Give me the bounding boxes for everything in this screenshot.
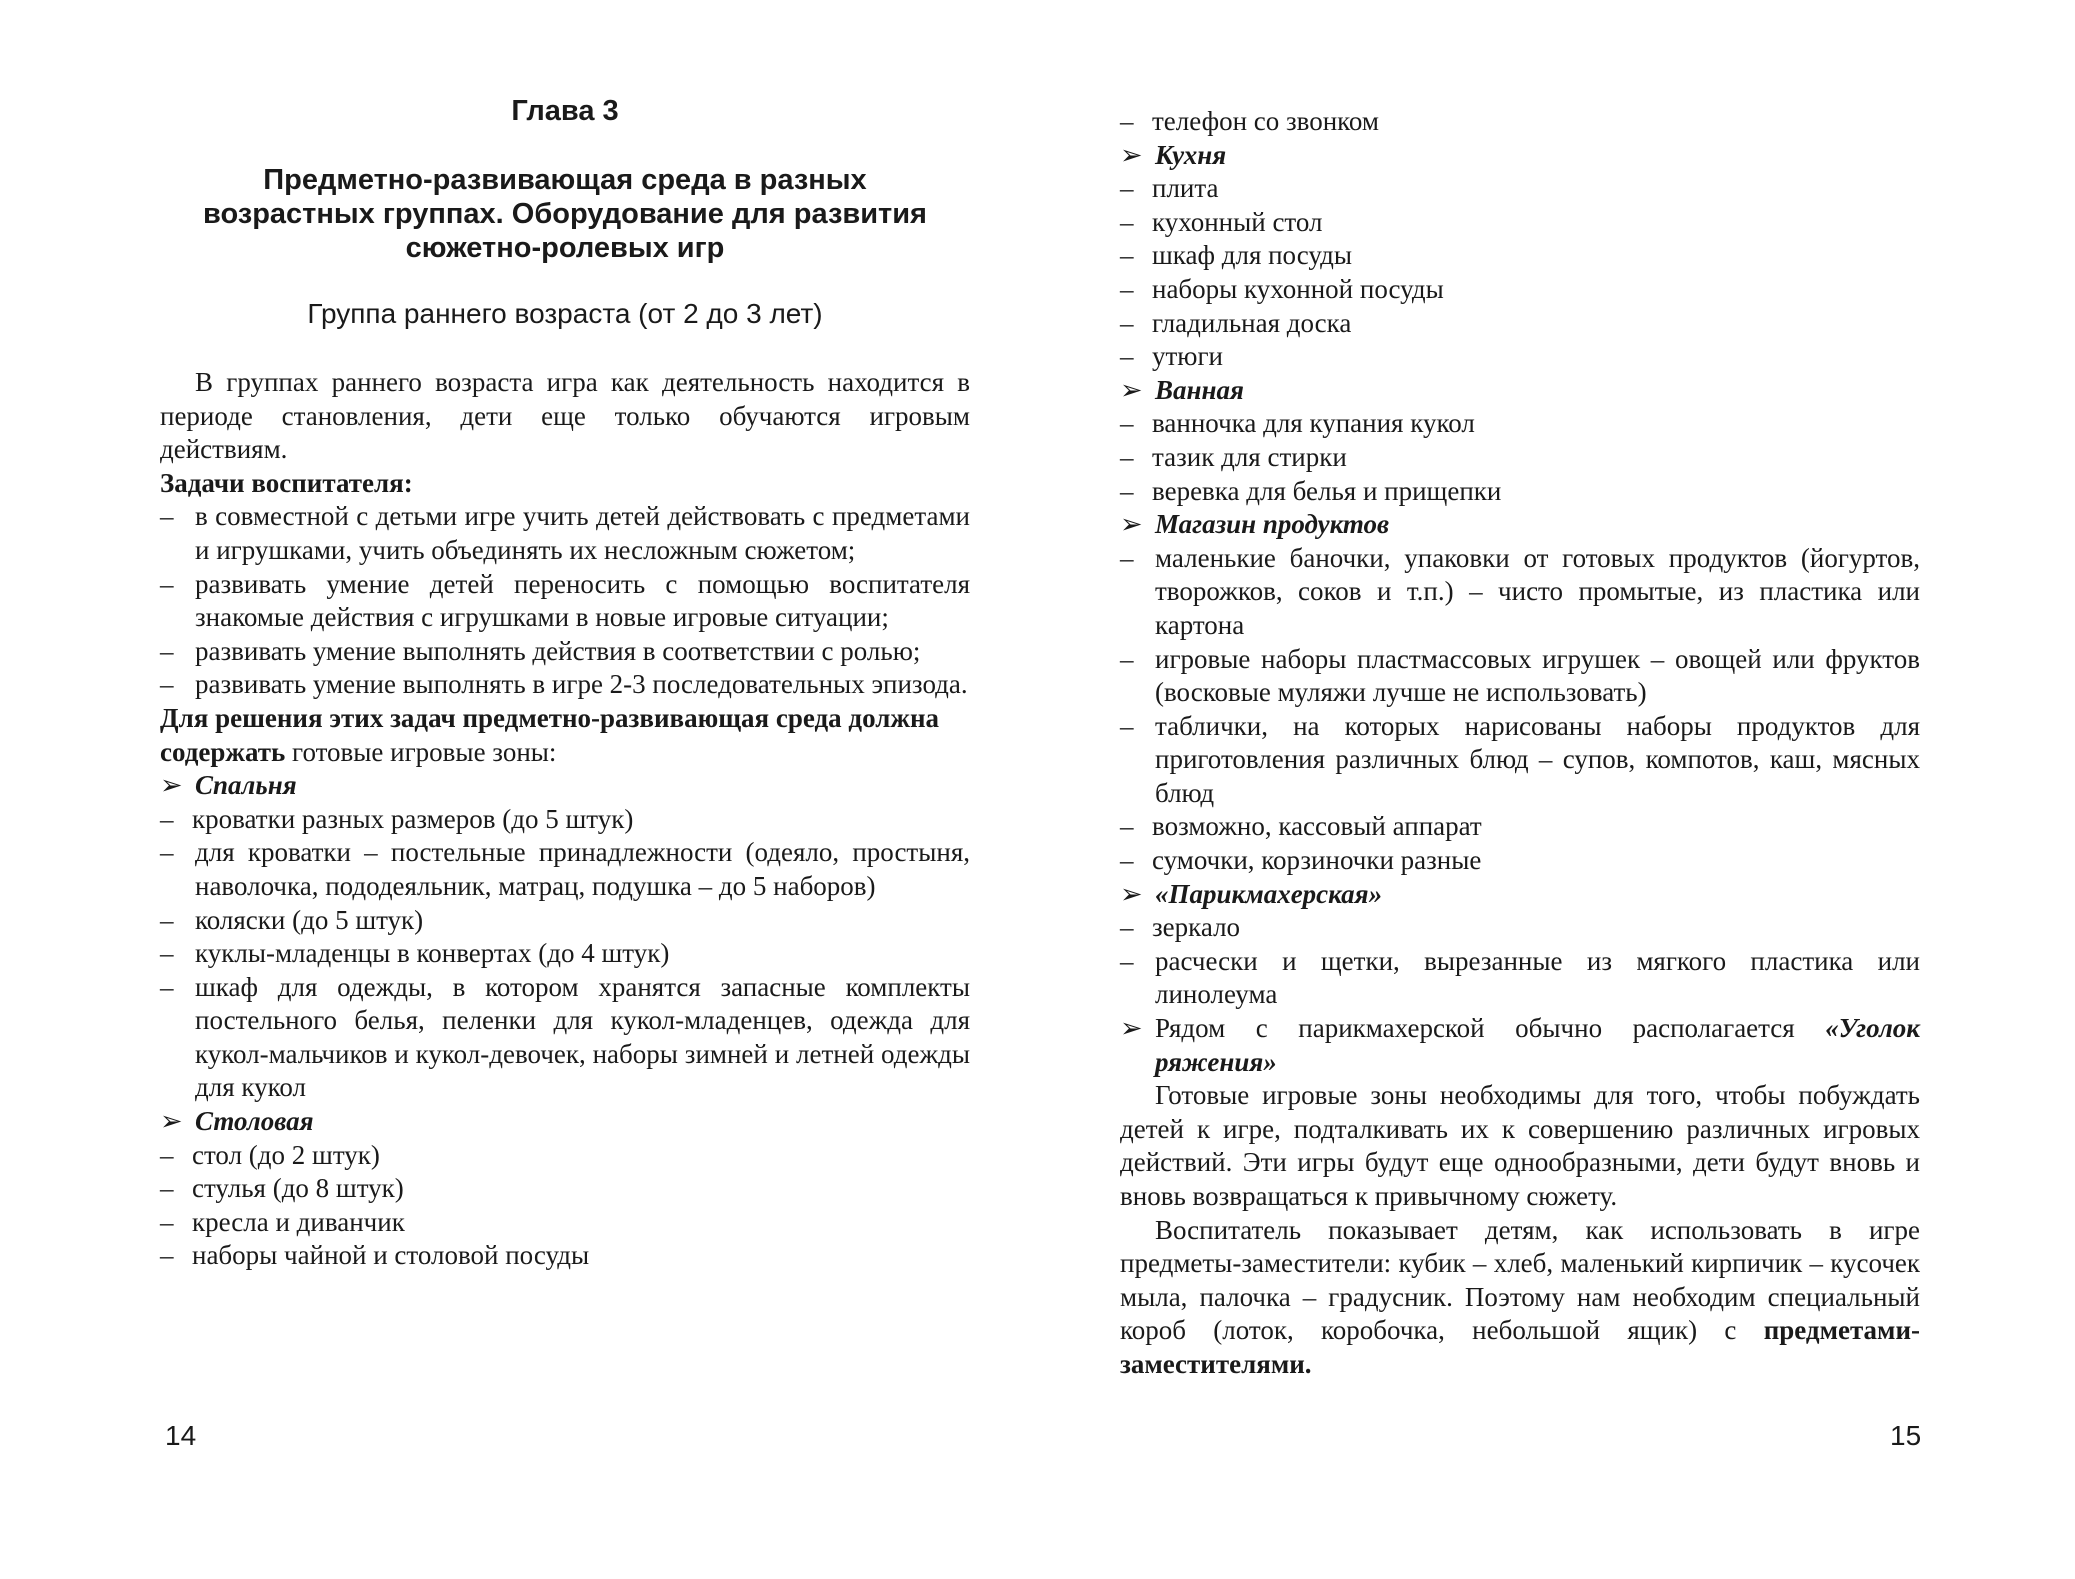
list-item: – для кроватки – постельные принадлежности (одеяло, простыня, наволочка, пододеяльник, матрац, подушка – до 5 наборов) <box>160 837 970 901</box>
task-item: – развивать умение выполнять действия в соответствии с ролью; <box>160 635 970 669</box>
list-item: – наборы кухонной посуды <box>1120 273 1444 304</box>
arrow-marker: ➢ <box>1120 509 1143 540</box>
zone-heading-parikmakherskaya: ➢ «Парикмахерская» <box>1120 878 1920 912</box>
zone-heading-spalnya: ➢ Спальня <box>160 769 970 803</box>
list-item: – стулья (до 8 штук) <box>160 1173 404 1204</box>
list-item: – тазик для стирки <box>1120 441 1347 472</box>
zone-heading-kukhnya: ➢ Кухня <box>1120 139 1920 173</box>
list-item: – наборы чайной и столовой посуды <box>160 1240 590 1271</box>
zone-heading-vannaya: ➢ Ванная <box>1120 374 1920 408</box>
list-item: – веревка для белья и прищепки <box>1120 475 1502 506</box>
list-item: – кресла и диванчик <box>160 1206 405 1237</box>
right-page <box>1120 0 1920 1579</box>
list-item: – куклы-младенцы в конвертах (до 4 штук) <box>160 938 670 969</box>
page-number: 15 <box>1890 1420 1922 1451</box>
title-line: возрастных группах. Оборудование для развития <box>203 198 927 230</box>
corner-note: ➢ Рядом с парикмахерской обычно располагается «Уголок ряжения» <box>1120 1012 1920 1079</box>
title-line: сюжетно-ролевых игр <box>405 232 725 264</box>
tasks-heading: Задачи воспитателя: <box>160 467 413 498</box>
zones-lead: Для решения этих задач предметно-развивающая среда должна содержать готовые игровые зоны: <box>160 702 940 767</box>
list-item: – телефон со звонком <box>1120 106 1379 136</box>
arrow-marker: ➢ <box>1120 878 1143 909</box>
arrow-marker: ➢ <box>160 770 183 801</box>
paragraph-substitutes: Воспитатель показывает детям, как использовать в игре предметы-заместители: кубик – хлеб, маленький кирпичик – кусочек мыла, палочка – градусник. Поэтому нам необходим специальный короб (лоток, коробочка, небольшой ящик) с предметами-заместителями. <box>1120 1214 1920 1379</box>
list-item: – игровые наборы пластмассовых игрушек – овощей или фруктов (восковые муляжи лучше не использовать) <box>1120 643 1920 708</box>
zone-heading-magazin: ➢ Магазин продуктов <box>1120 508 1920 542</box>
list-item: – ванночка для купания кукол <box>1120 408 1475 439</box>
list-item: – шкаф для одежды, в котором хранятся запасные комплекты постельного белья, пеленки для кукол-младенцев, одежда для кукол-мальчиков и кукол-девочек, наборы зимней и летней одежды для кукол <box>160 971 970 1103</box>
chapter-title <box>160 163 970 265</box>
section-subtitle: Группа раннего возраста (от 2 до 3 лет) <box>307 298 823 329</box>
list-item: – маленькие баночки, упаковки от готовых продуктов (йогуртов, творожков, соков и т.п.) – чисто промытые, из пластика или картона <box>1120 542 1920 640</box>
arrow-marker: ➢ <box>1120 374 1143 405</box>
page-number: 14 <box>165 1420 197 1451</box>
list-item: – шкаф для посуды <box>1120 240 1353 271</box>
list-item: – возможно, кассовый аппарат <box>1120 811 1482 842</box>
dash-marker: – <box>160 635 174 666</box>
title-line: Предметно-развивающая среда в разных <box>263 164 867 196</box>
right-body <box>1120 105 1920 1382</box>
list-item: – таблички, на которых нарисованы наборы продуктов для приготовления различных блюд – супов, компотов, каш, мясных блюд <box>1120 710 1920 808</box>
arrow-marker: ➢ <box>160 1106 183 1137</box>
list-item: – сумочки, корзиночки разные <box>1120 845 1482 876</box>
task-item: – развивать умение детей переносить с помощью воспитателя знакомые действия с игрушками в новые игровые ситуации; <box>160 568 970 635</box>
list-item: – расчески и щетки, вырезанные из мягкого пластика или линолеума <box>1120 945 1920 1010</box>
paragraph-zones-purpose: Готовые игровые зоны необходимы для того, чтобы побуждать детей к игре, подталкивать их к совершению различных игровых действий. Эти игры будут еще однообразными, дети будут вновь и вновь возвращаться к привычному сюжету. <box>1120 1080 1920 1211</box>
list-item: – зеркало <box>1120 912 1241 943</box>
zone-heading-stolovaya: ➢ Столовая <box>160 1105 970 1139</box>
left-body <box>160 366 970 1273</box>
list-item: – утюги <box>1120 341 1223 372</box>
intro-paragraph: В группах раннего возраста игра как деятельность находится в периоде становления, дети еще только обучаются игровым действиям. <box>160 367 970 465</box>
dash-marker: – <box>160 501 174 532</box>
arrow-marker: ➢ <box>1120 1013 1143 1044</box>
left-page <box>160 0 970 1579</box>
list-item: – кухонный стол <box>1120 206 1323 237</box>
list-item: – гладильная доска <box>1120 307 1352 338</box>
list-item: – коляски (до 5 штук) <box>160 904 424 935</box>
dash-marker: – <box>160 568 174 599</box>
task-item: – в совместной с детьми игре учить детей действовать с предметами и игрушками, учить объединять их несложным сюжетом; <box>160 500 970 567</box>
arrow-marker: ➢ <box>1120 139 1143 170</box>
list-item: – кроватки разных размеров (до 5 штук) <box>160 803 634 834</box>
list-item: – плита <box>1120 173 1219 204</box>
task-item: – развивать умение выполнять в игре 2-3 последовательных эпизода. <box>160 668 970 702</box>
list-item: – стол (до 2 штук) <box>160 1139 380 1170</box>
chapter-heading: Глава 3 <box>511 95 619 127</box>
dash-marker: – <box>160 669 174 700</box>
